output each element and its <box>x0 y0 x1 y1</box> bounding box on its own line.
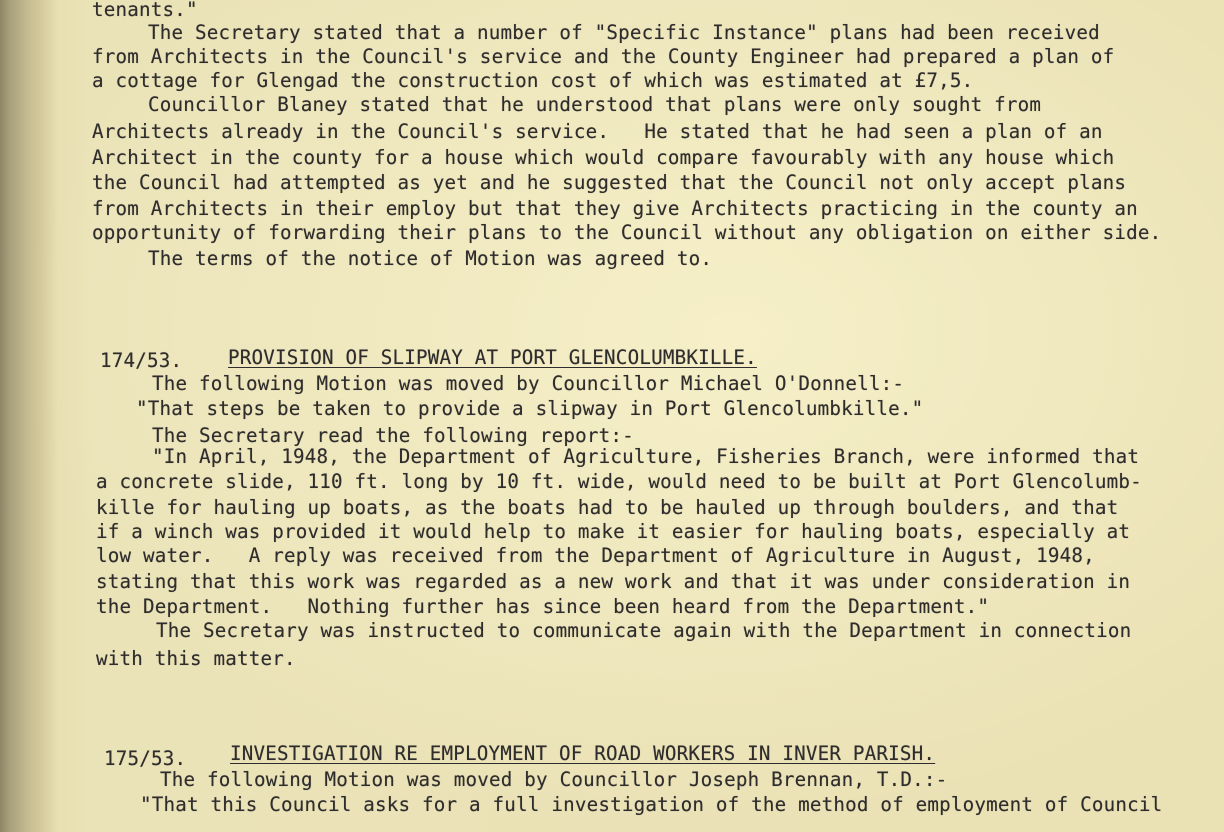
binding-gutter <box>0 0 58 832</box>
text-line: Architects already in the Council's service. He stated that he had seen a plan of an <box>92 120 1103 143</box>
text-line: The Secretary stated that a number of "Specific Instance" plans had been received <box>148 21 1100 44</box>
section-heading: PROVISION OF SLIPWAY AT PORT GLENCOLUMBKILLE. <box>228 346 757 369</box>
text-line: Councillor Blaney stated that he understood that plans were only sought from <box>148 93 1042 116</box>
text-line: with this matter. <box>96 647 296 670</box>
text-line: a concrete slide, 110 ft. long by 10 ft. wide, would need to be built at Port Glencolumb- <box>96 470 1142 493</box>
text-line: "In April, 1948, the Department of Agriculture, Fisheries Branch, were informed that <box>152 445 1140 468</box>
text-line: "That this Council asks for a full investigation of the method of employment of Council <box>140 793 1163 816</box>
minute-number: 175/53. <box>104 747 187 770</box>
text-line: The following Motion was moved by Councillor Joseph Brennan, T.D.:- <box>160 768 948 791</box>
text-line: low water. A reply was received from the Department of Agriculture in August, 1948, <box>96 544 1095 567</box>
text-line: Architect in the county for a house which would compare favourably with any house which <box>92 146 1115 169</box>
text-line: The Secretary read the following report:- <box>152 424 634 447</box>
minute-number: 174/53. <box>100 349 183 372</box>
text-line: from Architects in their employ but that they give Architects practicing in the county an <box>92 197 1138 220</box>
text-line: kille for hauling up boats, as the boats had to be hauled up through boulders, and that <box>96 496 1119 519</box>
text-line: if a winch was provided it would help to make it easier for hauling boats, especially at <box>96 520 1131 543</box>
text-line: "That steps be taken to provide a slipway in Port Glencolumbkille." <box>136 397 924 420</box>
section-heading: INVESTIGATION RE EMPLOYMENT OF ROAD WORKERS IN INVER PARISH. <box>230 742 936 765</box>
text-line: The Secretary was instructed to communicate again with the Department in connection <box>156 619 1132 642</box>
text-line: a cottage for Glengad the construction cost of which was estimated at £7,5. <box>92 69 974 92</box>
text-line: the Council had attempted as yet and he suggested that the Council not only accept plans <box>92 171 1127 194</box>
text-line: opportunity of forwarding their plans to the Council without any obligation on either side. <box>92 221 1162 244</box>
text-line: from Architects in the Council's service and the County Engineer had prepared a plan of <box>92 45 1115 68</box>
text-line: stating that this work was regarded as a new work and that it was under consideration in <box>96 570 1131 593</box>
text-line: The terms of the notice of Motion was agreed to. <box>148 247 713 270</box>
text-line: The following Motion was moved by Councillor Michael O'Donnell:- <box>152 372 905 395</box>
text-line: tenants." <box>92 0 198 21</box>
text-line: the Department. Nothing further has since been heard from the Department." <box>96 595 990 618</box>
